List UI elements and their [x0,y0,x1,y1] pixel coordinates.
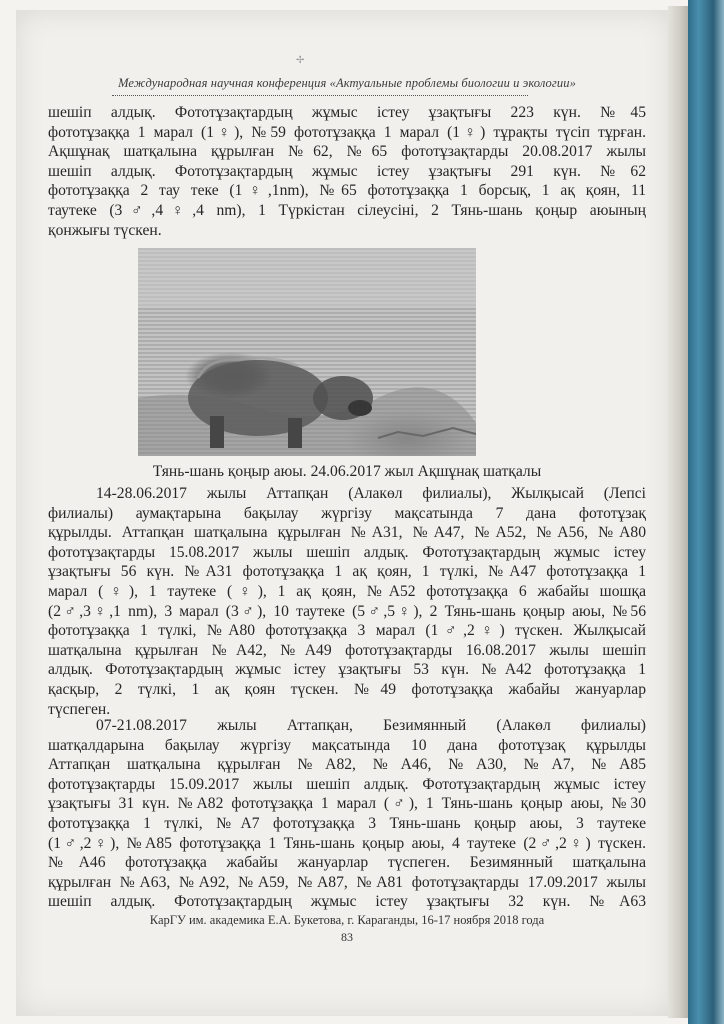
text-line: шешіп алдық. Фототұзақтардың жұмыс істеу ұзақтығы 291 күн. №62 [48,162,646,180]
binding-strip [688,0,724,1024]
running-header: Международная научная конференция «Актуальные проблемы биологии и экологии» [118,76,576,90]
bear-photo [138,248,476,456]
text-line: Ақшұнақ шатқалына құрылған №62, №65 фототұзақтарды 20.08.2017 жылы [48,143,646,161]
text-line: №А46 фототұзаққа жабайы жануарлар түспеген. Безимянный шатқалына [48,854,646,872]
bear-photo-art [138,248,476,456]
text-line: 14-28.06.2017 жылы Аттапқан (Алакөл филиалы), Жылқысай (Лепсі [96,485,646,502]
paragraph-1 [48,103,646,240]
text-line: (1♂,2♀), №А85 фототұзаққа 1 Тянь-шань қоңыр аюы, 4 таутеке (2♂,2♀) түскен. [48,834,646,852]
paragraph-3 [48,716,646,912]
text-line: фототұзаққа 2 тау теке (1♀,1nm), №65 фототұзаққа 1 борсық, 1 ақ қоян, 11 [48,182,646,200]
text-line: фототұзаққа 1 марал (1♀), №59 фототұзаққа 1 марал (1♀) тұрақты түсіп тұрған. [48,123,646,141]
text-line: қонжығы түскен. [48,221,162,239]
text-line: құрылды. Аттапқан шатқалына құрылған №А31, №А47, №А52, №А56, №А80 [48,524,646,542]
text-line: филиалы) аумақтарына бақылау жүргізу мақсатында 7 дана фототұзақ [48,504,646,522]
header-rule [112,95,528,96]
text-line: қасқыр, 2 түлкі, 1 ақ қоян түскен. №49 фототұзаққа жабайы жануарлар [48,680,646,698]
text-line: шатқалына құрылған №А42, №А49 фототұзақтарды 16.08.2017 жылы шешіп [48,641,646,659]
page-number: 83 [341,930,353,944]
text-line: фототұзаққа 1 түлкі, №А7 фототұзаққа 3 Тянь-шань қоңыр аюы, 3 таутеке [48,814,646,832]
text-line: Аттапқан шатқалына құрылған №А82, №А46, №А30, №А7, №А85 [48,756,646,774]
text-line: түспеген. [48,700,111,718]
text-line: 07-21.08.2017 жылы Аттапқан, Безимянный (Алакөл филиалы) [96,717,646,734]
figure-caption: Тянь-шань қоңыр аюы. 24.06.2017 жыл Ақшұнақ шатқалы [152,463,542,480]
text-line: (2♂,3♀,1 nm), 3 марал (3♂), 10 таутеке (5♂,5♀), 2 Тянь-шань қоңыр аюы, №56 [48,602,646,620]
text-line: шатқалдарына бақылау жүргізу мақсатында 10 дана фототұзақ құрылды [48,736,646,754]
text-line: фототұзақтарды 15.08.2017 жылы шешіп алдық. Фототұзақтардың жұмыс істеу [48,543,646,561]
text-line: фототұзақтарды 15.09.2017 жылы шешіп алдық. Фототұзақтардың жұмыс істеу [48,775,646,793]
text-line: шешіп алдық. Фототұзақтардың жұмыс істеу ұзақтығы 223 күн. №45 [48,104,646,121]
text-line: таутеке (3♂,4♀,4 nm), 1 Түркістан сілеусіні, 2 Тянь-шань қоңыр аюының [48,201,646,219]
footer-affiliation: КарГУ им. академика Е.А. Букетова, г. Караганды, 16-17 ноября 2018 года [149,913,545,927]
text-line: фототұзаққа 1 түлкі, №А80 фототұзаққа 3 марал (1♂,2♀) түскен. Жылқысай [48,622,646,640]
paragraph-2 [48,484,646,719]
text-line: алдық. Фототұзақтардың жұмыс істеу ұзақтығы 53 күн. №А42 фототұзаққа 1 [48,661,646,679]
text-line: ұзақтығы 31 күн. №А82 фототұзаққа 1 марал (♂), 1 Тянь-шань қоңыр аюы, №30 [48,795,646,813]
page-edge [668,6,688,1018]
text-line: құрылған №А63, №А92, №А59, №А87, №А81 фототұзақтарды 17.09.2017 жылы [48,873,646,891]
text-line: ұзақтығы 56 күн. №А31 фототұзаққа 1 ақ қоян, 1 түлкі, №А47 фототұзаққа 1 [48,563,646,581]
scan-smudge: ✢ [296,55,305,66]
text-line: шешіп алдық. Фототұзақтардың жұмыс істеу ұзақтығы 32 күн. №А63 [48,893,646,911]
text-line: марал (♀), 1 таутеке (♀), 1 ақ қоян, №А52 фототұзаққа 6 жабайы шошқа [48,582,646,600]
